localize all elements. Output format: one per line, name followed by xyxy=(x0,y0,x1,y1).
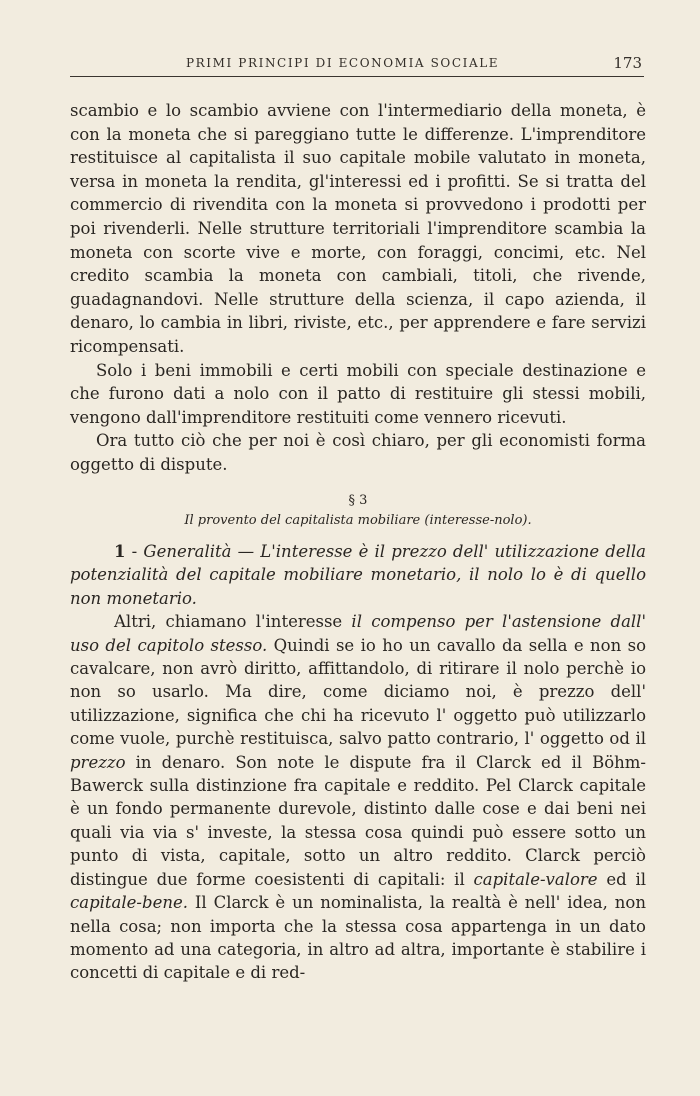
page-header xyxy=(70,50,644,77)
paragraph-dash: - xyxy=(125,542,144,561)
text-run: Il Clarck è un nominalista, la realtà è nell' idea, non nella cosa; non importa che la stessa cosa appartenga in un dato momento ad una categoria, in altro ad altra, importante è stabilire i concetti di capitale e di red- xyxy=(70,893,646,983)
paragraph xyxy=(70,540,646,610)
text-run-italic: il compenso per l'astensione dall' uso del capitolo stesso. xyxy=(70,612,646,655)
text-run: in denaro. Son note le dispute fra il Clarck ed il Böhm-Bawerck sulla distinzione fra capitale e reddito. Pel Clarck capitale è un fondo permanente durevole, distinto dalle cose e dai beni nei quali via via s' investe, la stessa cosa quindi può essere sotto un punto di vista, capitale, sotto un altro reddito. Clarck perciò distingue due forme coesistenti di capitali: il xyxy=(70,752,646,889)
text-run-italic: capitale-bene. xyxy=(70,893,188,913)
section-mark: § 3 xyxy=(348,493,368,508)
section-body xyxy=(70,540,646,985)
section-title: Il provento del capitalista mobiliare (interesse-nolo). xyxy=(184,513,532,528)
paragraph: scambio e lo scambio avviene con l'intermediario della moneta, è con la moneta che si pareggiano tutte le differenze. L'imprenditore restituisce al capitalista il suo capitale mobile valutato in moneta, versa in moneta la rendita, gl'interessi ed i profitti. Se si tratta del commercio di rivendita con la moneta si provvedono i prodotti per poi rivenderli. Nelle strutture territoriali l'imprenditore scambia la moneta con scorte vive e morte, con foraggi, concimi, etc. Nel credito scambia la moneta con cambiali, titoli, che rivende, guadagnandovi. Nelle strutture della scienza, il capo azienda, il denaro, lo cambia in libri, riviste, etc., per apprendere e fare servizi ricompensati. xyxy=(70,101,646,356)
paragraph-number: 1 xyxy=(114,542,126,561)
text-run: ed il xyxy=(597,869,647,889)
paragraph: Ora tutto ciò che per noi è così chiaro, per gli economisti forma oggetto di dispute. xyxy=(70,431,646,474)
definition-text: Generalità — L'interesse è il prezzo dell' utilizzazione della potenzialità del capitale mobiliare monetario, il nolo lo è di quello non monetario. xyxy=(70,542,646,608)
page-number: 173 xyxy=(613,54,642,72)
text-run: Quindi se io ho un cavallo da sella e non so cavalcare, non avrò diritto, affittandolo, di ritirare il nolo perchè io non so usarlo. Ma dire, come diciamo noi, è prezzo dell' utilizzazione, significa che chi ha ricevuto l' oggetto può utilizzarlo come vuole, purchè restituisca, salvo patto contrario, l' oggetto od il xyxy=(70,635,647,749)
paragraph: Solo i beni immobili e certi mobili con speciale destinazione e che furono dati a nolo con il patto di restituire gli stessi mobili, vengono dall'imprenditore restituiti come vennero ricevuti. xyxy=(70,360,646,427)
running-title: PRIMI PRINCIPI DI ECONOMIA SOCIALE xyxy=(186,56,500,70)
section-3 xyxy=(70,492,646,985)
body-text xyxy=(70,99,646,477)
text-run-italic: capitale-valore xyxy=(473,869,598,889)
text-run: Altri, chiamano l'interesse xyxy=(114,612,352,632)
text-run-italic: prezzo xyxy=(70,752,126,772)
paragraph xyxy=(70,610,646,985)
